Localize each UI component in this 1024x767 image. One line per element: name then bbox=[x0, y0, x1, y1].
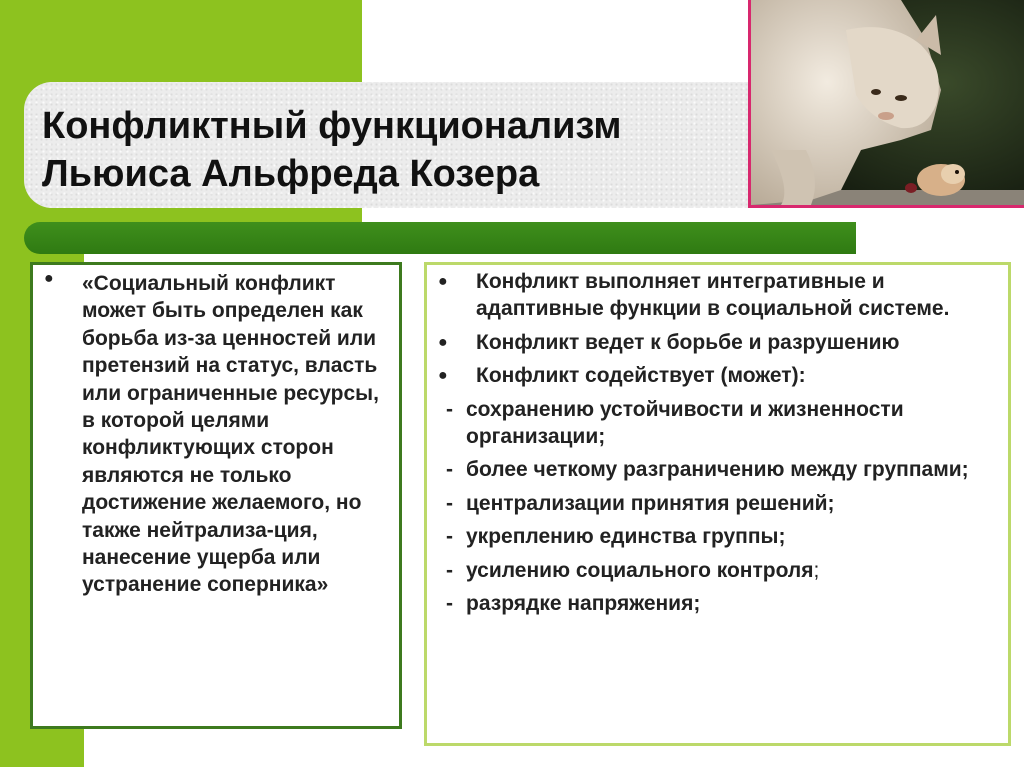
dash-marker: - bbox=[446, 491, 453, 515]
slide-title: Конфликтный функционализм Льюиса Альфреда Козера bbox=[42, 105, 622, 195]
list-item bbox=[436, 362, 1004, 389]
dash-marker: - bbox=[446, 458, 453, 482]
bullet-icon: ● bbox=[44, 270, 54, 287]
list-item-text: Конфликт ведет к борьбе и разрушению bbox=[476, 330, 900, 354]
dash-item-text: укреплению единства группы; bbox=[466, 525, 786, 549]
list-item-text: Конфликт содействует (может): bbox=[476, 364, 806, 388]
dash-item-tail: ; bbox=[813, 558, 820, 582]
dash-item-text: централизации принятия решений; bbox=[466, 491, 835, 515]
coser-definition-quote: «Социальный конфликт может быть определен как борьба из-за ценностей или претензий на статус, власть или ограниченные ресурсы, в которой целями конфликтующих сторон являются не только достижение желаемого, но также нейтрализа-ция, нанесение ущерба или устранение соперника» bbox=[82, 272, 379, 597]
cat-hamster-photo bbox=[748, 0, 1024, 208]
list-item bbox=[436, 268, 1004, 323]
dash-item-text: разрядке напряжения; bbox=[466, 592, 701, 616]
cat-and-hamster-image-icon bbox=[751, 0, 1024, 208]
bullet-icon: ● bbox=[438, 333, 448, 351]
bullet-icon: ● bbox=[438, 367, 448, 385]
list-item-text: Конфликт выполняет интегративные и адаптивные функции в социальной системе. bbox=[476, 270, 950, 321]
dash-marker: - bbox=[446, 525, 453, 549]
dash-item bbox=[436, 590, 1004, 617]
green-divider-bar bbox=[24, 222, 856, 254]
dash-item-text: более четкому разграничению между группами; bbox=[466, 458, 969, 482]
dash-item bbox=[436, 557, 1004, 584]
dash-item-text: сохранению устойчивости и жизненности организации; bbox=[466, 397, 904, 449]
dash-item bbox=[436, 490, 1004, 517]
dash-marker: - bbox=[446, 592, 453, 616]
list-item bbox=[436, 329, 1004, 356]
dash-item bbox=[436, 523, 1004, 550]
dash-marker: - bbox=[446, 397, 453, 421]
dash-marker: - bbox=[446, 558, 453, 582]
dash-item bbox=[436, 396, 1004, 451]
conflict-functions-list bbox=[436, 268, 1004, 623]
dash-item bbox=[436, 456, 1004, 483]
bullet-icon: ● bbox=[438, 273, 448, 290]
dash-item-text: усилению социального контроля bbox=[466, 558, 814, 582]
